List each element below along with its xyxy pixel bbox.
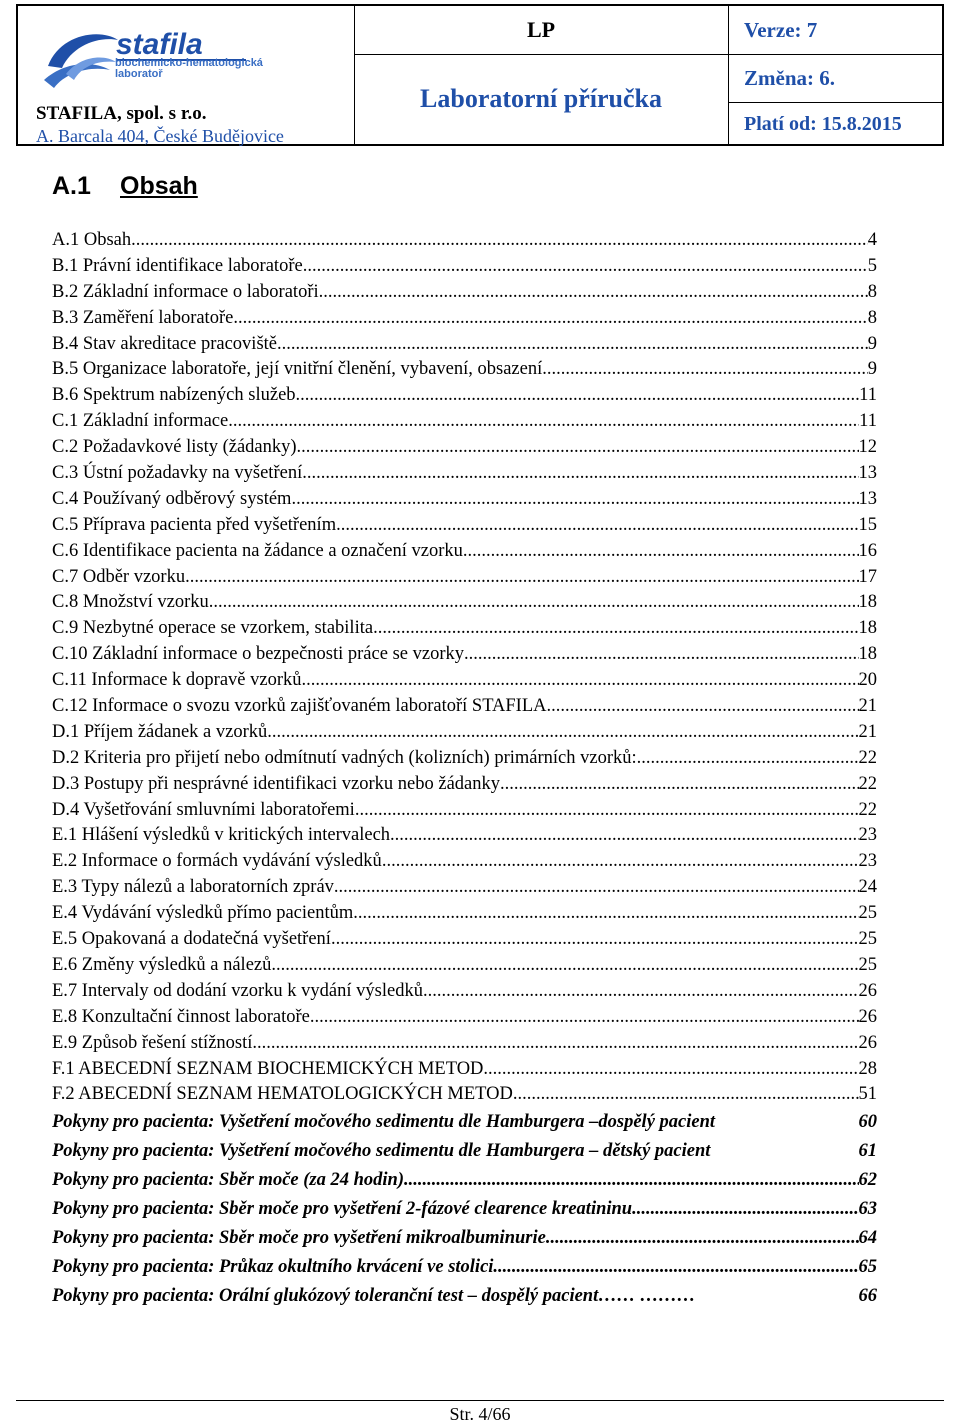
toc-entry-page: 25	[858, 903, 877, 924]
svg-text:stafila: stafila	[116, 28, 203, 61]
toc-leader-dots	[632, 1195, 858, 1224]
toc-entry-page: 15	[858, 514, 877, 535]
toc-entry-page: 16	[858, 540, 877, 561]
toc-entry-page: 5	[867, 255, 877, 276]
toc-entry-page: 8	[867, 281, 877, 302]
toc-entry[interactable]	[52, 694, 877, 720]
toc-entry-title: B.5 Organizace laboratoře, její vnitřní členění, vybavení, obsazení	[52, 359, 543, 380]
toc-entry[interactable]	[52, 539, 877, 565]
toc-entry-title: B.4 Stav akreditace pracoviště	[52, 333, 277, 354]
toc-entry-title: F.2 ABECEDNÍ SEZNAM HEMATOLOGICKÝCH METOD	[52, 1084, 513, 1105]
toc-leader-dots	[267, 720, 858, 746]
toc-leader-dots	[513, 1082, 859, 1108]
toc-leader-dots	[233, 306, 867, 332]
toc-entry-page: 64	[858, 1228, 877, 1249]
table-of-contents	[52, 228, 877, 1311]
toc-entry[interactable]	[52, 720, 877, 746]
toc-entry[interactable]	[52, 409, 877, 435]
toc-entry-title: B.1 Právní identifikace laboratoře	[52, 255, 303, 276]
toc-entry-title: C.4 Používaný odběrový systém	[52, 488, 292, 509]
toc-entry-title: Pokyny pro pacienta: Sběr moče (za 24 hodin)	[52, 1170, 404, 1191]
toc-entry-title: C.3 Ústní požadavky na vyšetření	[52, 463, 303, 484]
toc-entry-page: 22	[858, 799, 877, 820]
toc-entry-title: C.1 Základní informace	[52, 411, 229, 432]
toc-entry-page: 28	[858, 1058, 877, 1079]
toc-entry-page: 22	[858, 773, 877, 794]
toc-entry-page: 18	[858, 592, 877, 613]
toc-entry-title: C.12 Informace o svozu vzorků zajišťovaném laboratoří STAFILA	[52, 696, 547, 717]
toc-entry[interactable]	[52, 746, 877, 772]
toc-leader-dots	[303, 254, 868, 280]
toc-entry-title: B.2 Základní informace o laboratoři	[52, 281, 319, 302]
toc-entry[interactable]	[52, 1137, 877, 1166]
toc-entry[interactable]	[52, 487, 877, 513]
toc-entry-page: 8	[867, 307, 877, 328]
toc-entry[interactable]	[52, 616, 877, 642]
toc-entry[interactable]	[52, 1082, 877, 1108]
toc-entry[interactable]	[52, 668, 877, 694]
toc-entry-title: E.6 Změny výsledků a nálezů	[52, 954, 272, 975]
toc-entry[interactable]	[52, 254, 877, 280]
toc-entry[interactable]	[52, 461, 877, 487]
toc-leader-dots	[302, 461, 858, 487]
toc-leader-dots	[334, 875, 859, 901]
document-code: LP	[526, 17, 556, 42]
toc-entry-page: 9	[867, 359, 877, 380]
toc-entry[interactable]	[52, 1224, 877, 1253]
toc-entry[interactable]	[52, 1031, 877, 1057]
toc-entry-title: E.1 Hlášení výsledků v kritických intervalech	[52, 825, 391, 846]
footer-divider	[16, 1400, 944, 1401]
toc-leader-dots	[271, 953, 858, 979]
toc-entry-page: 11	[859, 385, 877, 406]
toc-leader-dots	[404, 1166, 859, 1195]
toc-leader-dots	[373, 616, 858, 642]
toc-entry-page: 17	[858, 566, 877, 587]
toc-entry-page: 25	[858, 929, 877, 950]
toc-entry[interactable]	[52, 1253, 877, 1282]
toc-leader-dots	[547, 694, 859, 720]
document-header	[16, 4, 944, 146]
toc-entry-page: 23	[858, 851, 877, 872]
toc-entry-title: C.11 Informace k dopravě vzorků	[52, 670, 302, 691]
toc-leader-dots	[277, 332, 868, 358]
toc-leader-dots	[483, 1057, 858, 1083]
toc-entry-page: 12	[858, 437, 877, 458]
toc-entry-title: A.1 Obsah	[52, 230, 132, 250]
toc-entry[interactable]	[52, 306, 877, 332]
toc-leader-dots	[209, 590, 859, 616]
toc-entry[interactable]	[52, 383, 877, 409]
toc-leader-dots	[493, 1253, 858, 1282]
toc-entry[interactable]	[52, 332, 877, 358]
toc-entry-title: E.5 Opakovaná a dodatečná vyšetření	[52, 929, 331, 950]
toc-leader-dots	[131, 228, 868, 254]
toc-leader-dots	[319, 280, 868, 306]
document-change: Změna: 6.	[744, 65, 835, 90]
toc-entry-title: C.9 Nezbytné operace se vzorkem, stabilita	[52, 618, 374, 639]
toc-entry-page: 24	[858, 877, 877, 898]
toc-entry-page: 61	[858, 1141, 877, 1162]
toc-entry-title: Pokyny pro pacienta: Orální glukózový toleranční test – dospělý pacient…… ………	[52, 1286, 696, 1307]
toc-leader-dots	[542, 357, 868, 383]
toc-entry-title: E.8 Konzultační činnost laboratoře	[52, 1006, 310, 1027]
toc-entry-title: C.7 Odběr vzorku	[52, 566, 186, 587]
toc-entry-page: 22	[858, 747, 877, 768]
toc-leader-dots	[637, 746, 859, 772]
toc-leader-dots	[252, 1031, 858, 1057]
toc-entry-page: 4	[867, 230, 877, 250]
toc-entry-page: 66	[858, 1286, 877, 1307]
toc-entry-page: 26	[858, 1032, 877, 1053]
section-number: A.1	[52, 172, 91, 200]
toc-entry[interactable]	[52, 590, 877, 616]
toc-entry-title: Pokyny pro pacienta: Vyšetření močového sedimentu dle Hamburgera – dětský pacient	[52, 1141, 711, 1162]
logo-subtitle: biochemicko-hematologická laboratoř	[115, 57, 263, 80]
document-version: Verze: 7	[744, 17, 818, 42]
toc-entry[interactable]	[52, 953, 877, 979]
toc-entry-title: Pokyny pro pacienta: Sběr moče pro vyšetření mikroalbuminurie	[52, 1228, 546, 1249]
toc-entry-title: C.6 Identifikace pacienta na žádance a označení vzorku	[52, 540, 463, 561]
toc-entry-page: 26	[858, 1006, 877, 1027]
toc-leader-dots	[331, 927, 859, 953]
toc-leader-dots	[382, 849, 859, 875]
toc-entry[interactable]	[52, 823, 877, 849]
page-number: Str. 4/66	[449, 1404, 511, 1424]
toc-entry[interactable]	[52, 357, 877, 383]
toc-entry[interactable]	[52, 849, 877, 875]
toc-leader-dots	[423, 979, 859, 1005]
toc-leader-dots	[336, 513, 858, 539]
toc-leader-dots	[228, 409, 859, 435]
toc-entry-title: E.9 Způsob řešení stížností	[52, 1032, 253, 1053]
toc-leader-dots	[463, 539, 859, 565]
toc-entry[interactable]	[52, 798, 877, 824]
toc-entry-title: E.3 Typy nálezů a laboratorních zpráv	[52, 877, 334, 898]
toc-entry[interactable]	[52, 901, 877, 927]
toc-entry[interactable]	[52, 280, 877, 306]
toc-entry-page: 18	[858, 618, 877, 639]
toc-entry-page: 60	[858, 1112, 877, 1133]
toc-entry-title: D.3 Postupy při nesprávné identifikaci vzorku nebo žádanky	[52, 773, 500, 794]
toc-leader-dots	[310, 1005, 859, 1031]
toc-entry-title: Pokyny pro pacienta: Průkaz okultního krvácení ve stolici	[52, 1257, 494, 1278]
toc-entry[interactable]	[52, 1108, 877, 1137]
toc-entry-page: 20	[858, 670, 877, 691]
document-title: Laboratorní příručka	[420, 84, 662, 113]
toc-entry-title: E.4 Vydávání výsledků přímo pacientům	[52, 903, 354, 924]
toc-entry[interactable]	[52, 513, 877, 539]
toc-leader-dots	[355, 798, 859, 824]
toc-entry-page: 51	[858, 1084, 877, 1105]
toc-leader-dots	[296, 383, 860, 409]
toc-entry[interactable]	[52, 1282, 877, 1311]
toc-entry-title: D.2 Kriteria pro přijetí nebo odmítnutí vadných (kolizních) primárních vzorků:	[52, 747, 637, 768]
toc-leader-dots	[464, 642, 859, 668]
toc-entry-title: Pokyny pro pacienta: Sběr moče pro vyšetření 2-fázové clearence kreatininu	[52, 1199, 633, 1220]
logo-area	[18, 6, 354, 146]
toc-leader-dots	[546, 1224, 859, 1253]
toc-entry[interactable]	[52, 228, 877, 254]
toc-entry-page: 26	[858, 980, 877, 1001]
company-name: STAFILA, spol. s r.o.	[36, 103, 207, 124]
toc-entry-page: 11	[859, 411, 877, 432]
toc-entry-title: D.1 Příjem žádanek a vzorků	[52, 721, 268, 742]
toc-leader-dots	[500, 772, 859, 798]
toc-entry-page: 13	[858, 488, 877, 509]
toc-entry-title: E.2 Informace o formách vydávání výsledků	[52, 851, 382, 872]
toc-entry-page: 23	[858, 825, 877, 846]
toc-entry[interactable]	[52, 1166, 877, 1195]
toc-entry[interactable]	[52, 565, 877, 591]
toc-entry[interactable]	[52, 1005, 877, 1031]
toc-entry-title: E.7 Intervaly od dodání vzorku k vydání výsledků	[52, 980, 423, 1001]
toc-entry[interactable]	[52, 927, 877, 953]
toc-leader-dots	[185, 565, 858, 591]
toc-entry-page: 63	[858, 1199, 877, 1220]
section-title: Obsah	[120, 172, 198, 200]
toc-entry-page: 18	[858, 644, 877, 665]
document-valid-from: Platí od: 15.8.2015	[744, 112, 902, 135]
toc-entry-page: 62	[858, 1170, 877, 1191]
toc-entry-title: C.8 Množství vzorku	[52, 592, 209, 613]
toc-entry-title: C.5 Příprava pacienta před vyšetřením	[52, 514, 337, 535]
toc-entry-page: 25	[858, 954, 877, 975]
toc-entry-title: D.4 Vyšetřování smluvními laboratořemi	[52, 799, 355, 820]
toc-entry[interactable]	[52, 1195, 877, 1224]
toc-entry[interactable]	[52, 435, 877, 461]
toc-entry[interactable]	[52, 979, 877, 1005]
toc-leader-dots	[353, 901, 858, 927]
toc-entry-title: B.3 Zaměření laboratoře	[52, 307, 234, 328]
toc-entry-title: B.6 Spektrum nabízených služeb	[52, 385, 296, 406]
toc-leader-dots	[297, 435, 859, 461]
toc-entry[interactable]	[52, 642, 877, 668]
toc-entry-title: C.10 Základní informace o bezpečnosti práce se vzorky	[52, 644, 464, 665]
toc-entry[interactable]	[52, 772, 877, 798]
company-address: A. Barcala 404, České Budějovice	[36, 126, 284, 146]
toc-entry-page: 21	[858, 696, 877, 717]
toc-leader-dots	[291, 487, 858, 513]
toc-entry[interactable]	[52, 875, 877, 901]
toc-entry-page: 13	[858, 463, 877, 484]
toc-leader-dots	[302, 668, 859, 694]
toc-leader-dots	[390, 823, 858, 849]
toc-entry-title: Pokyny pro pacienta: Vyšetření močového sedimentu dle Hamburgera –dospělý pacient	[52, 1112, 716, 1133]
section-heading	[52, 172, 198, 201]
toc-entry-title: F.1 ABECEDNÍ SEZNAM BIOCHEMICKÝCH METOD	[52, 1058, 484, 1079]
toc-entry-page: 65	[858, 1257, 877, 1278]
toc-entry[interactable]	[52, 1057, 877, 1083]
toc-entry-page: 21	[858, 721, 877, 742]
toc-entry-title: C.2 Požadavkové listy (žádanky)	[52, 437, 297, 458]
toc-entry-page: 9	[867, 333, 877, 354]
